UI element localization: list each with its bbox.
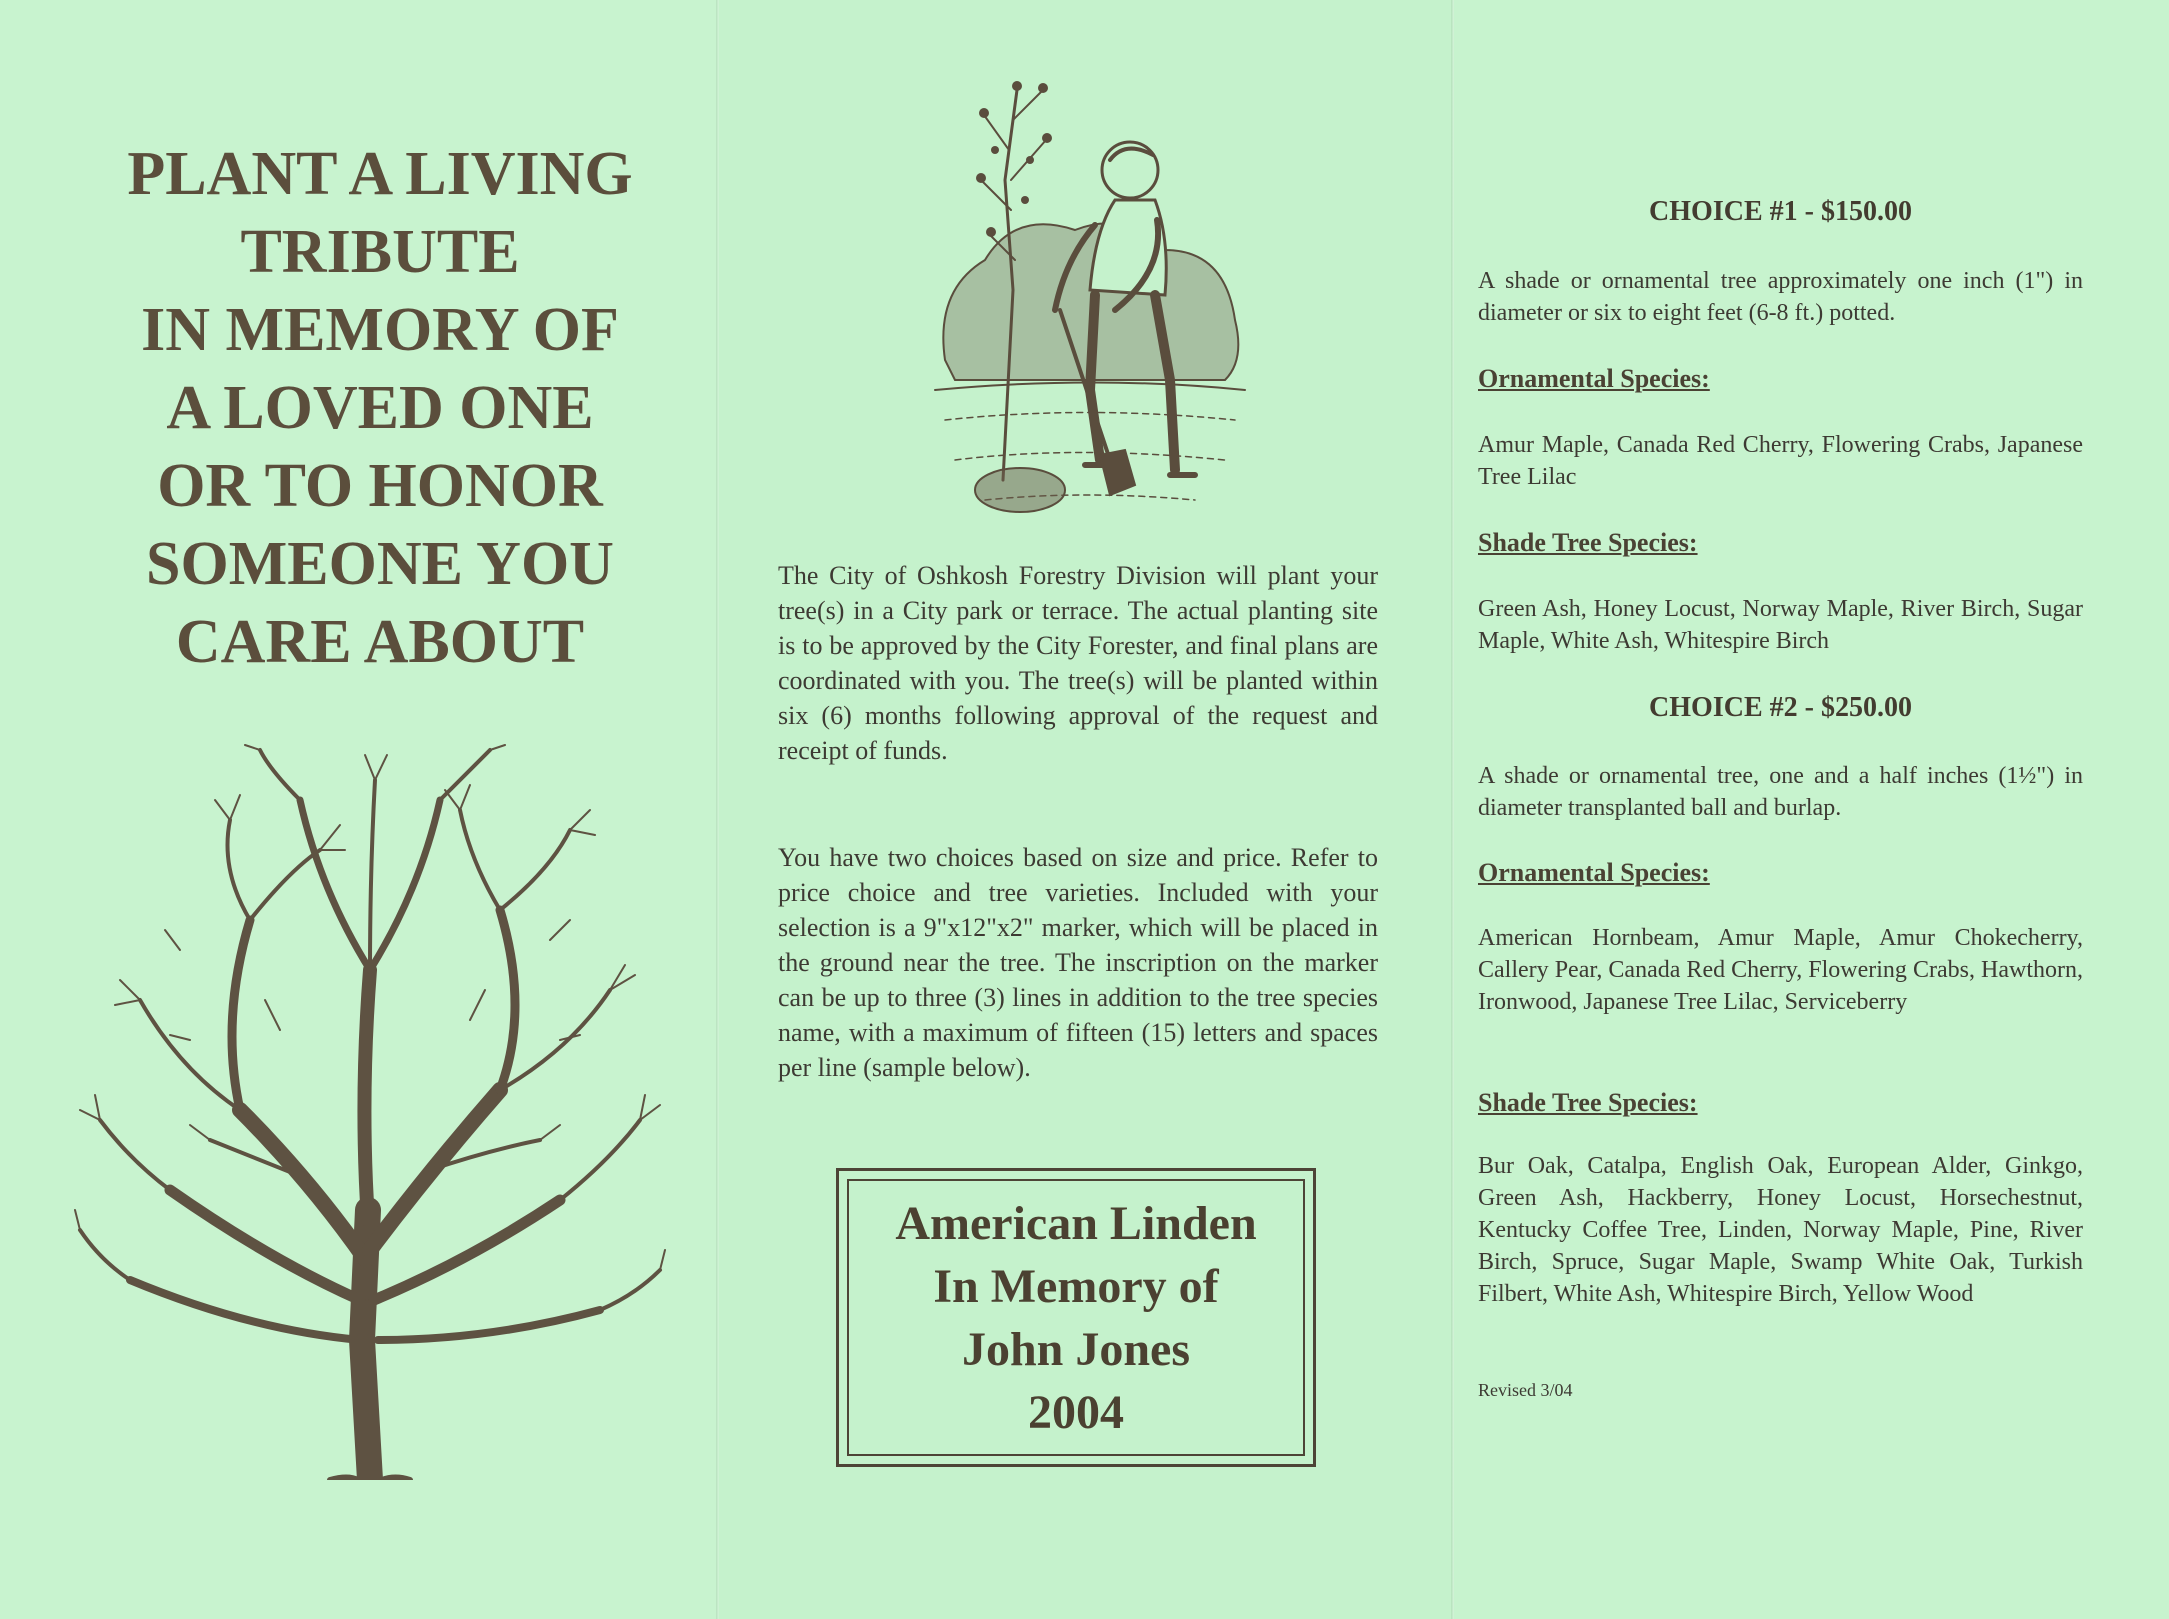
headline-line: IN MEMORY OF [141,296,619,364]
choices-paragraph: You have two choices based on size and price. Refer to price choice and tree varieties. Included with your selection is a 9"x12"x2" marker, which will be placed in the ground near the tree. The inscription on the marker can be up to three (3) lines in addition to the tree species name, with a maximum of fifteen (15) letters and spaces per line (sample below). [778,843,1378,1082]
marker-line: American Linden [895,1196,1257,1250]
sample-marker [836,1168,1316,1467]
choice-2-shade-heading: Shade Tree Species: [1478,1088,1698,1117]
headline [70,135,690,681]
tree-illustration [70,740,670,1480]
intro-paragraph: The City of Oshkosh Forestry Division will plant your tree(s) in a City park or terrace. The actual planting site is to be approved by the City Forester, and final plans are coordinated with you. The tree(s) will be planted within six (6) months following approval of the request and receipt of funds. [778,561,1378,765]
choice-2-ornamental-heading: Ornamental Species: [1478,858,1710,887]
fold-line [716,0,719,1619]
marker-line: John Jones [961,1322,1191,1376]
planting-illustration [925,60,1255,540]
choice-2-description: A shade or ornamental tree, one and a half inches (1½") in diameter transplanted ball and burlap. [1478,763,2083,821]
choice-1-ornamental-heading: Ornamental Species: [1478,364,1710,393]
choice-2-shade-list: Bur Oak, Catalpa, English Oak, European Alder, Ginkgo, Green Ash, Hackberry, Honey Locust, Horsechestnut, Kentucky Coffee Tree, Linden, Norway Maple, Pine, River Birch, Spruce, Sugar Maple, Swamp White Oak, Turkish Filbert, White Ash, Whitespire Birch, Yellow Wood [1478,1153,2083,1307]
headline-line: A LOVED ONE [166,374,594,442]
sample-marker-inner [847,1179,1305,1456]
revision-note: Revised 3/04 [1478,1380,1573,1400]
fold-line [1451,0,1454,1619]
headline-line: SOMEONE YOU [146,530,614,598]
choice-1-shade-list: Green Ash, Honey Locust, Norway Maple, River Birch, Sugar Maple, White Ash, Whitespire Birch [1478,596,2083,654]
headline-line: OR TO HONOR [157,452,603,520]
headline-line: TRIBUTE [240,218,520,286]
headline-line: CARE ABOUT [175,608,585,676]
headline-line: PLANT A LIVING [127,140,633,208]
choice-1-ornamental-list: Amur Maple, Canada Red Cherry, Flowering Crabs, Japanese Tree Lilac [1478,432,2083,490]
choice-2-ornamental-list: American Hornbeam, Amur Maple, Amur Chokecherry, Callery Pear, Canada Red Cherry, Flowering Crabs, Hawthorn, Ironwood, Japanese Tree Lilac, Serviceberry [1478,925,2083,1015]
choice-1-shade-heading: Shade Tree Species: [1478,528,1698,557]
marker-line: In Memory of [933,1259,1219,1313]
marker-line: 2004 [1028,1385,1124,1439]
choice-1-title: CHOICE #1 - $150.00 [1649,196,1912,227]
choice-2-title: CHOICE #2 - $250.00 [1649,692,1912,723]
choice-1-description: A shade or ornamental tree approximately one inch (1") in diameter or six to eight feet (6-8 ft.) potted. [1478,268,2083,326]
